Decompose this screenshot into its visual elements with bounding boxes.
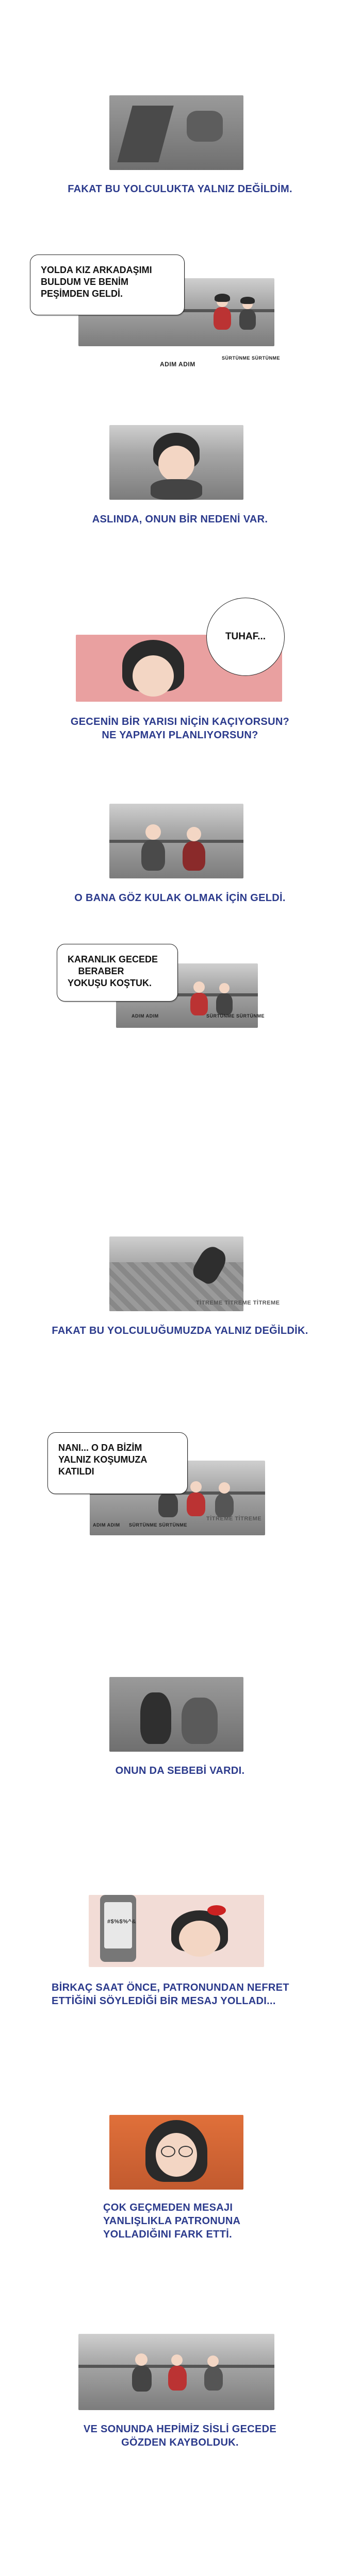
bubble-4-line-2: YALNIZ KOŞUMUZA bbox=[58, 1454, 148, 1465]
bubble-1-line-3: PEŞİMDEN GELDİ. bbox=[41, 289, 123, 299]
caption-7b: ETTİĞİNİ SÖYLEDİĞİ BİR MESAJ YOLLADI... bbox=[52, 1995, 276, 2007]
caption-1: FAKAT BU YOLCULUKTA YALNIZ DEĞİLDİM. bbox=[68, 183, 292, 195]
sfx-4b: SÜRTÜNME SÜRTÜNME bbox=[129, 1522, 187, 1528]
bubble-1-line-2: BULDUM VE BENİM bbox=[41, 277, 128, 287]
bubble-3-line-1: KARANLIK GECEDE bbox=[68, 954, 158, 964]
sfx-2b: SÜRTÜNME SÜRTÜNME bbox=[206, 1013, 265, 1019]
sfx-3: TİTREME TİTREME TİTREME bbox=[196, 1300, 280, 1306]
bubble-4-line-3: KATILDI bbox=[58, 1466, 94, 1477]
speech-bubble-3 bbox=[57, 944, 178, 1002]
sfx-1a: SÜRTÜNME SÜRTÜNME bbox=[222, 355, 280, 361]
panel-11-shocked-girl bbox=[109, 2115, 243, 2190]
panel-3-girl-face bbox=[109, 425, 243, 500]
round-bubble-tuhaf: TUHAF... bbox=[206, 598, 285, 676]
panel-5-two-walking bbox=[109, 804, 243, 878]
caption-9b: GÖZDEN KAYBOLDUK. bbox=[121, 2437, 239, 2448]
caption-2: ASLINDA, ONUN BİR NEDENİ VAR. bbox=[92, 514, 268, 525]
sfx-1b: ADIM ADIM bbox=[160, 361, 195, 368]
panel-9-legs-close bbox=[109, 1677, 243, 1752]
bubble-1-line-1: YOLDA KIZ ARKADAŞIMI bbox=[41, 265, 152, 275]
caption-3b: NE YAPMAYI PLANLIYORSUN? bbox=[102, 730, 258, 741]
caption-4: O BANA GÖZ KULAK OLMAK İÇİN GELDİ. bbox=[74, 892, 286, 904]
speech-bubble-1 bbox=[30, 255, 185, 315]
panel-1-train-scene bbox=[109, 95, 243, 170]
caption-9a: VE SONUNDA HEPİMİZ SİSLİ GECEDE bbox=[83, 2424, 277, 2435]
caption-8b: YANLIŞLIKLA PATRONUNA bbox=[103, 2215, 241, 2227]
panel-10-phone-girl bbox=[89, 1895, 264, 1967]
panel-12-three-fog bbox=[78, 2334, 274, 2410]
sfx-2a: ADIM ADIM bbox=[132, 1013, 159, 1019]
caption-5: FAKAT BU YOLCULUĞUMUZDA YALNIZ DEĞİLDİK. bbox=[52, 1325, 308, 1336]
bubble-3-line-2: BERABER bbox=[78, 966, 124, 976]
bubble-3-line-3: YOKUŞU KOŞTUK. bbox=[68, 978, 152, 988]
caption-6: ONUN DA SEBEBİ VARDI. bbox=[115, 1765, 245, 1776]
sfx-4a: ADIM ADIM bbox=[93, 1522, 120, 1528]
phone-text: #$%$%^& bbox=[107, 1919, 136, 1925]
caption-8c: YOLLADIĞINI FARK ETTİ. bbox=[103, 2229, 232, 2240]
sfx-4c: TİTREME TİTREME bbox=[206, 1516, 262, 1522]
speech-bubble-4 bbox=[47, 1432, 188, 1494]
caption-7a: BİRKAÇ SAAT ÖNCE, PATRONUNDAN NEFRET bbox=[52, 1982, 289, 1993]
bubble-4-line-1: NANI... O DA BİZİM bbox=[58, 1443, 142, 1453]
caption-8a: ÇOK GEÇMEDEN MESAJI bbox=[103, 2202, 233, 2213]
caption-3a: GECENİN BİR YARISI NİÇİN KAÇIYORSUN? bbox=[70, 716, 290, 727]
